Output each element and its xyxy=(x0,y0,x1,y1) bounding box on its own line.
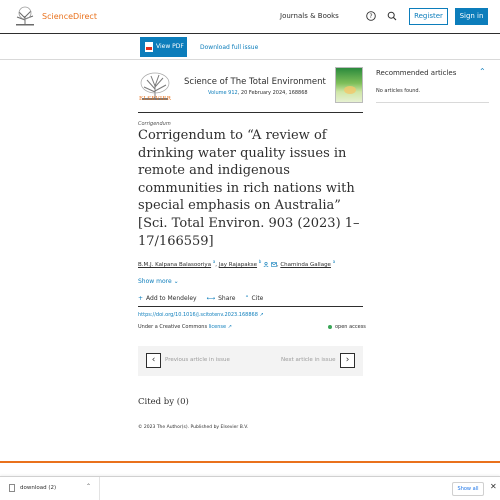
plus-icon: + xyxy=(138,295,144,302)
previous-article-label: Previous article in issue xyxy=(165,357,230,363)
pdf-icon xyxy=(145,42,153,52)
open-access-badge xyxy=(328,324,366,330)
article-actions xyxy=(138,295,271,302)
search-icon[interactable] xyxy=(387,11,397,21)
author-list: B.M.J. Kalpana Balasooriya $^a$, Jay Rajapakse $^b$ , Chaminda Gallage $^a$ xyxy=(138,259,336,268)
author-affiliation-sup[interactable]: a xyxy=(212,259,216,264)
elsevier-tree-logo-icon[interactable] xyxy=(13,6,37,26)
license-link[interactable]: license xyxy=(208,324,227,330)
next-article-label: Next article in issue xyxy=(281,357,336,363)
download-item[interactable] xyxy=(0,477,100,500)
file-icon xyxy=(9,484,15,492)
share-label: Share xyxy=(218,295,236,302)
svg-text:?: ? xyxy=(369,13,373,21)
license-text xyxy=(138,324,232,330)
nav-journals-books[interactable]: Journals & Books xyxy=(280,12,339,20)
author-affiliation-sup[interactable]: a xyxy=(332,259,336,264)
author-link[interactable]: B.M.J. Kalpana Balasooriya xyxy=(138,261,212,268)
site-header xyxy=(0,0,500,34)
register-button[interactable]: Register xyxy=(409,8,448,25)
email-icon[interactable] xyxy=(271,262,277,267)
article-type: Corrigendum xyxy=(138,121,171,127)
external-link-icon: ↗ xyxy=(259,312,264,318)
volume-link[interactable]: Volume 912 xyxy=(208,90,238,96)
close-icon[interactable]: ✕ xyxy=(490,482,497,491)
show-more-button[interactable] xyxy=(138,278,179,285)
open-access-label: open access xyxy=(335,324,366,330)
chevron-up-icon[interactable]: ⌃ xyxy=(86,483,92,490)
elsevier-wordmark: ELSEVIER xyxy=(139,96,172,102)
brand-name[interactable]: ScienceDirect xyxy=(42,12,97,21)
recommended-empty-message: No articles found. xyxy=(376,88,421,94)
author-link[interactable]: Chaminda Gallage xyxy=(280,261,331,268)
next-article-button[interactable] xyxy=(340,353,355,368)
divider xyxy=(138,112,363,113)
cite-label: Cite xyxy=(251,295,264,302)
cite-button[interactable] xyxy=(245,295,263,302)
external-link-icon: ↗ xyxy=(227,324,232,330)
share-icon: ⟷ xyxy=(206,295,216,302)
chevron-down-icon: ⌄ xyxy=(173,278,179,285)
download-full-issue-link[interactable]: Download full issue xyxy=(200,44,259,51)
download-bar xyxy=(0,476,500,500)
article-title: Corrigendum to “A review of drinking water quality issues in remote and indigenous communities in rich nations with special emphasis on Australia” [Sci. Total Environ. 903 (2023) 1–17/166559] xyxy=(138,128,360,249)
journal-cover-image[interactable] xyxy=(335,67,363,103)
author-affiliation-sup[interactable]: b xyxy=(258,259,262,264)
chevron-right-icon: › xyxy=(345,355,350,365)
sign-in-button[interactable]: Sign in xyxy=(455,8,488,25)
mendeley-label: Add to Mendeley xyxy=(146,295,197,302)
article-pager xyxy=(138,346,363,376)
doi-link[interactable] xyxy=(138,312,264,318)
help-icon[interactable] xyxy=(366,11,376,21)
license-prefix: Under a Creative Commons xyxy=(138,324,209,330)
add-to-mendeley-button[interactable] xyxy=(138,295,197,302)
doi-text: https://doi.org/10.1016/j.scitotenv.2023.168868 xyxy=(138,312,258,318)
quote-icon: ” xyxy=(245,295,249,302)
show-all-button[interactable]: Show all xyxy=(452,482,484,496)
chevron-left-icon: ‹ xyxy=(151,355,156,365)
open-access-dot-icon xyxy=(328,325,332,329)
previous-article-button[interactable] xyxy=(146,353,161,368)
cited-by-heading: Cited by (0) xyxy=(138,397,189,407)
share-button[interactable] xyxy=(207,295,236,302)
chevron-up-icon[interactable]: ⌃ xyxy=(479,67,486,76)
view-pdf-label: View PDF xyxy=(156,43,184,50)
copyright-notice: © 2023 The Author(s). Published by Elsevier B.V. xyxy=(138,425,249,430)
divider xyxy=(376,102,489,103)
footer-accent-line xyxy=(0,461,500,463)
divider xyxy=(138,306,363,307)
journal-title[interactable]: Science of The Total Environment xyxy=(184,77,326,87)
download-filename: download (2) xyxy=(20,485,57,491)
journal-volume xyxy=(208,90,308,96)
volume-date: , 20 February 2024, 168868 xyxy=(237,90,308,96)
show-more-label: Show more xyxy=(138,278,172,285)
view-pdf-button[interactable] xyxy=(140,37,187,57)
person-icon[interactable] xyxy=(263,262,269,267)
author-link[interactable]: Jay Rajapakse xyxy=(218,261,258,268)
recommended-articles-heading: Recommended articles xyxy=(376,69,457,77)
